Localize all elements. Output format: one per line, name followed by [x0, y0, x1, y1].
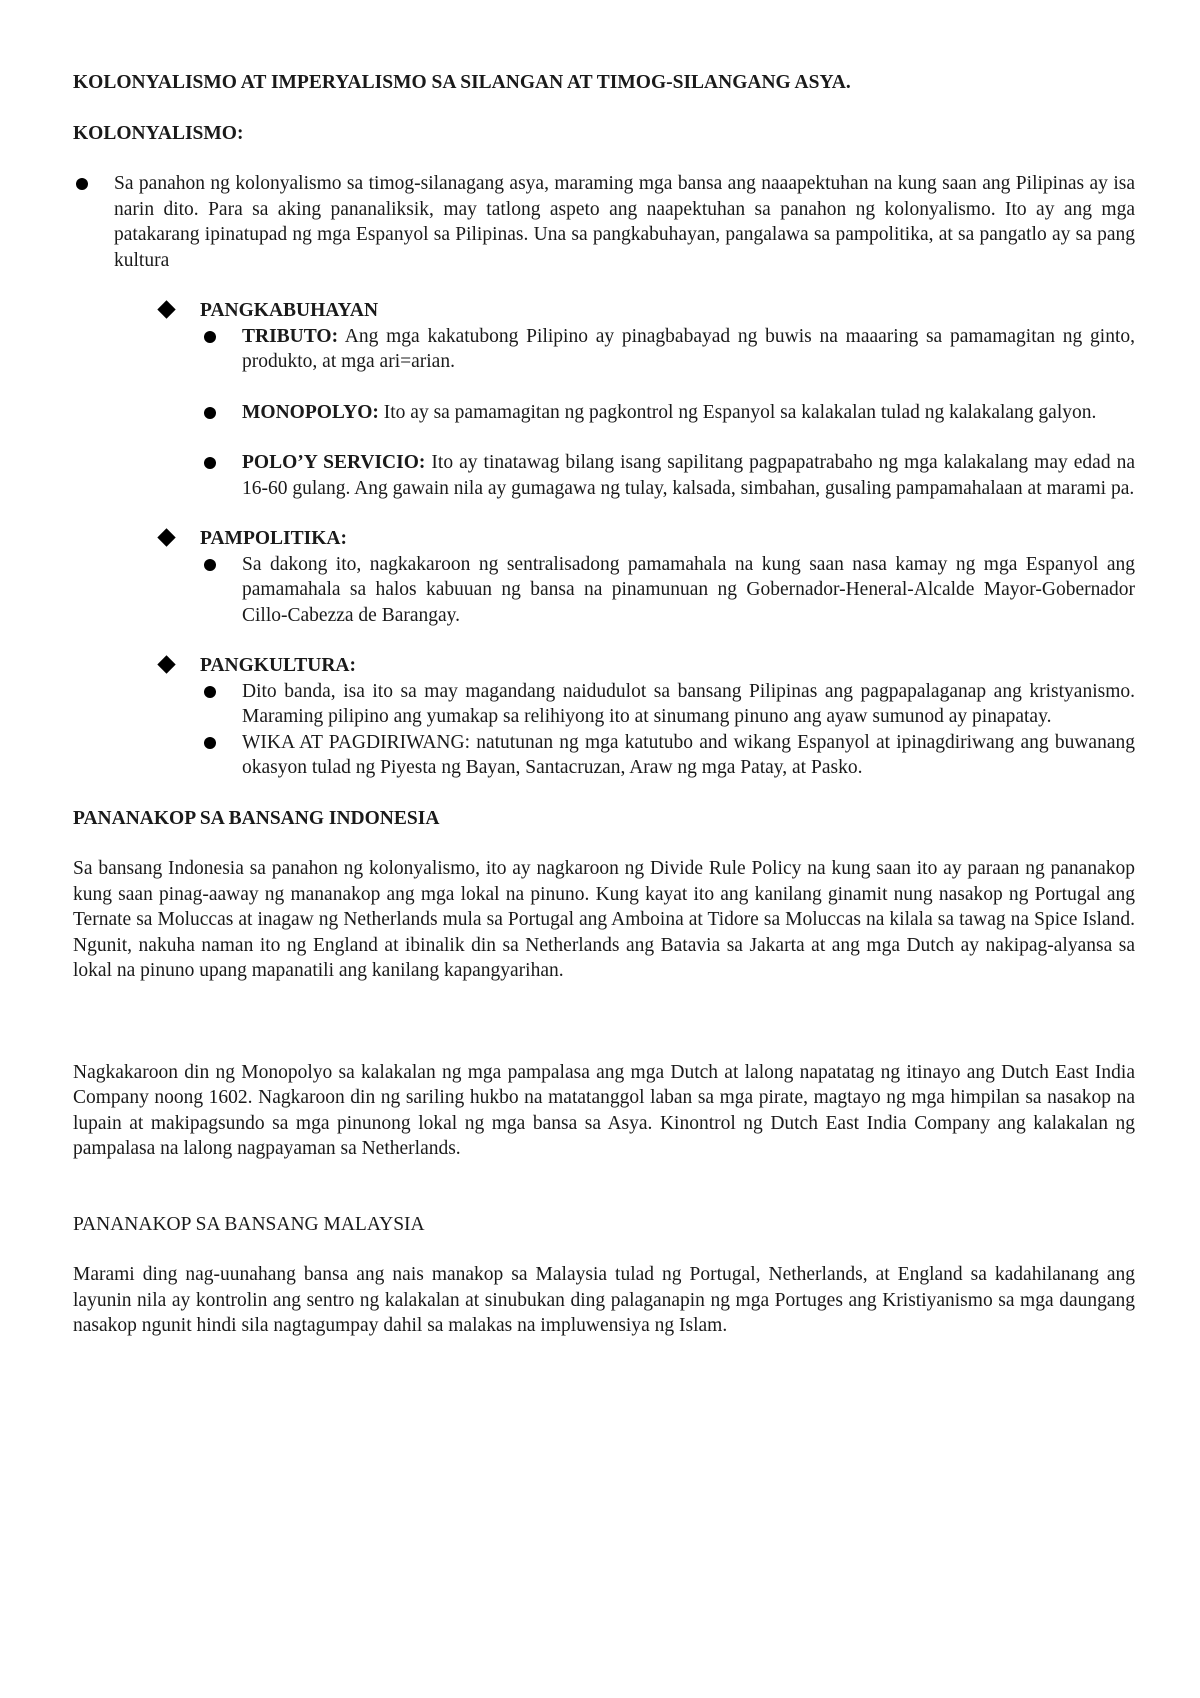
intro-bullet [73, 171, 1135, 273]
document-title: KOLONYALISMO AT IMPERYALISMO SA SILANGAN AT TIMOG-SILANGANG ASYA. [73, 72, 851, 93]
bullet-dot-icon [204, 407, 216, 419]
pampolitika-item: Sa dakong ito, nagkakaroon ng sentralisadong pamamahala na kung saan nasa kamay ng mga Espanyol ang pamamahala sa halos kabuuan ng bansa na pinamunuan ng Gobernador-Heneral-Alcalde Mayor-Gobernador Cillo-Cabezza de Barangay. [73, 552, 1135, 629]
malaysia-paragraph: Marami ding nag-uunahang bansa ang nais manakop sa Malaysia tulad ng Portugal, Netherlands, at England sa kadahilanang ang layunin nila ay kontrolin ang sentro ng kalakalan at sinubukan ding palaganapin ng mga Portuges ang Kristiyanismo sa mga daungang nasakop ngunit hindi sila nagtagumpay dahil sa malakas na impluwensiya ng Islam. [73, 1264, 1135, 1336]
bullet-dot-icon [76, 178, 88, 190]
tributo-text: Ang mga kakatubong Pilipino ay pinagbabayad ng buwis na maaaring sa pamamagitan ng ginto, produkto, at mga ari=arian. [242, 325, 1135, 372]
bullet-dot-icon [204, 737, 216, 749]
pangkabuhayan-heading: PANGKABUHAYAN [73, 298, 1135, 324]
diamond-bullet-icon [157, 655, 175, 673]
bullet-dot-icon [204, 559, 216, 571]
bullet-dot-icon [204, 686, 216, 698]
pangkultura-item: Dito banda, isa ito sa may magandang naidudulot sa bansang Pilipinas ang pagpapalaganap ang kristyanismo. Maraming pilipino ang yumakap sa relihiyong ito at sinumang pinuno ang ayaw sumunod ay pinapatay. [73, 679, 1135, 730]
tributo-label: TRIBUTO: [242, 325, 339, 347]
pangkultura-heading: PANGKULTURA: [73, 653, 1135, 679]
intro-text: Sa panahon ng kolonyalismo sa timog-silanagang asya, maraming mga bansa ang naaapektuhan na kung saan ang Pilipinas ay isa narin dito. Para sa aking pananaliksik, may tatlong aspeto ang naapektuhan sa panahon ng kolonyalismo. Ito ay ang mga patakarang ipinatupad ng mga Espanyol sa Pilipinas. Una sa pangkabuhayan, pangalawa sa pampolitika, at sa pangatlo ay sa pang kultura [114, 173, 1135, 271]
monopolyo-item [73, 400, 1135, 426]
document-page [73, 70, 1135, 1339]
kolonyalismo-heading: KOLONYALISMO: [73, 122, 244, 144]
monopolyo-text: Ito ay sa pamamagitan ng pagkontrol ng Espanyol sa kalakalan tulad ng kalakalang galyon. [378, 401, 1097, 423]
indonesia-paragraph-2: Nagkakaroon din ng Monopolyo sa kalakalan ng mga pampalasa ang mga Dutch at lalong napatatag ng itinayo ang Dutch East India Company noong 1602. Nagkaroon din ng sariling hukbo na matatanggol laban sa mga pirate, magtayo ng mga himpilan sa nasakop na lupain at makipagsundo sa mga pinunong lokal ng mga bansa sa Asya. Kinontrol ng Dutch East India Company ang kalakalan ng pampalasa na lalong nagpayaman sa Netherlands. [73, 1061, 1135, 1159]
pangkultura-item: WIKA AT PAGDIRIWANG: natutunan ng mga katutubo and wikang Espanyol at ipinagdiriwang ang buwanang okasyon tulad ng Piyesta ng Bayan, Santacruzan, Araw ng mga Patay, at Pasko. [73, 730, 1135, 781]
tributo-item [73, 324, 1135, 375]
polo-item [73, 450, 1135, 501]
bullet-dot-icon [204, 331, 216, 343]
monopolyo-label: MONOPOLYO: [242, 401, 379, 423]
polo-label: POLO’Y SERVICIO: [242, 452, 426, 473]
diamond-bullet-icon [157, 300, 175, 318]
bullet-dot-icon [204, 457, 216, 469]
malaysia-heading: PANANAKOP SA BANSANG MALAYSIA [73, 1213, 425, 1235]
indonesia-heading: PANANAKOP SA BANSANG INDONESIA [73, 807, 440, 829]
pampolitika-heading: PAMPOLITIKA: [73, 526, 1135, 552]
diamond-bullet-icon [157, 528, 175, 546]
indonesia-paragraph-1: Sa bansang Indonesia sa panahon ng kolonyalismo, ito ay nagkaroon ng Divide Rule Policy na kung saan ito ay paraan ng pananakop kung saan pinag-aaway ng mananakop ang mga lokal na pinuno. Kung kayat ito ang kanilang ginamit nung nasakop ng Portugal ang Ternate sa Moluccas at inagaw ng Netherlands mula sa Portugal ang Amboina at Tidore sa Moluccas na kilala sa tawag na Spice Island. Ngunit, nakuha naman ito ng England at ibinalik din sa Netherlands ang Batavia sa Jakarta at ang mga Dutch ay nakipag-alyansa sa lokal na pinuno upang mapanatili ang kanilang kapangyarihan. [73, 858, 1135, 981]
polo-text: Ito ay tinatawag bilang isang sapilitang pagpapatrabaho ng mga kalakalang may edad na 16-60 gulang. Ang gawain nila ay gumagawa ng tulay, kalsada, simbahan, gusaling pampamahalaan at marami pa. [242, 452, 1136, 499]
